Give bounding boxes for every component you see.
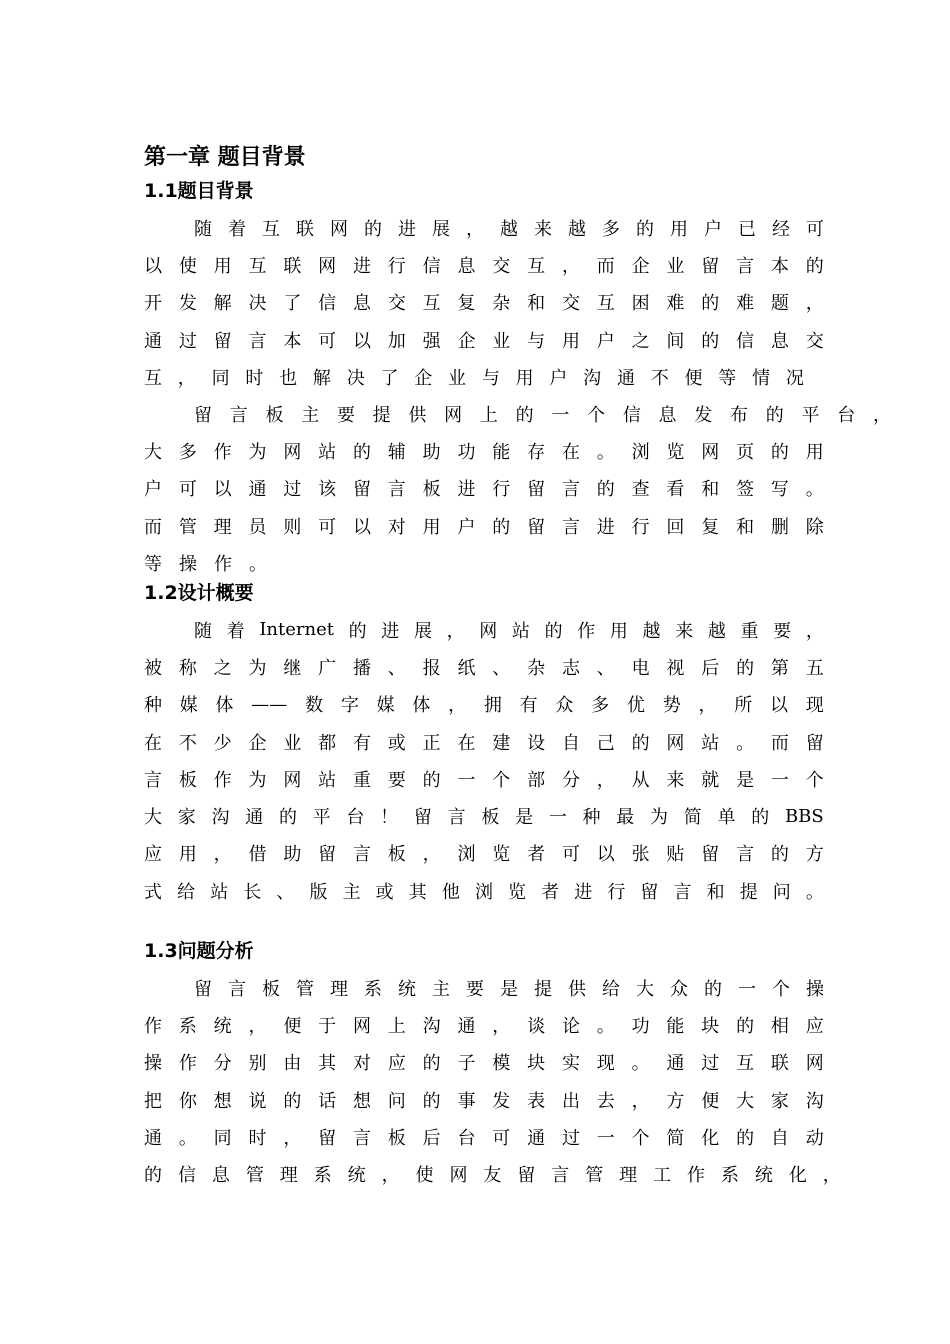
text-line: 随 着 互 联 网 的 进 展 ， 越 来 越 多 的 用 户 已 经 可 <box>194 218 824 240</box>
text-line: 户 可 以 通 过 该 留 言 板 进 行 留 言 的 查 看 和 签 写 。 <box>144 479 824 501</box>
text-line: 式 给 站 长 、 版 主 或 其 他 浏 览 者 进 行 留 言 和 提 问 。 <box>144 881 824 903</box>
text-line: 留 言 板 管 理 系 统 主 要 是 提 供 给 大 众 的 一 个 操 <box>194 978 824 1000</box>
text-line: 种 媒 体 —— 数 字 媒 体 ， 拥 有 众 多 优 势 ， 所 以 现 <box>144 693 824 717</box>
text-line: 开 发 解 决 了 信 息 交 互 复 杂 和 交 互 困 难 的 难 题 ， <box>144 293 824 315</box>
text-line: 通 。 同 时 ， 留 言 板 后 台 可 通 过 一 个 简 化 的 自 动 <box>144 1127 824 1149</box>
text-line: 的 信 息 管 理 系 统 ， 使 网 友 留 言 管 理 工 作 系 统 化 ， <box>144 1165 841 1187</box>
text-line: 随 着 Internet 的 进 展 ， 网 站 的 作 用 越 来 越 重 要 ， <box>194 619 824 642</box>
text-line: 通 过 留 言 本 可 以 加 强 企 业 与 用 户 之 间 的 信 息 交 <box>144 330 824 352</box>
text-line: 言 板 作 为 网 站 重 要 的 一 个 部 分 ， 从 来 就 是 一 个 <box>144 769 824 791</box>
text-line: 被 称 之 为 继 广 播 、 报 纸 、 杂 志 、 电 视 后 的 第 五 <box>144 657 824 679</box>
section-title-1-2: 1.2设计概要 <box>144 582 254 604</box>
text-line: 应 用 ， 借 助 留 言 板 ， 浏 览 者 可 以 张 贴 留 言 的 方 <box>144 844 824 866</box>
text-line: 作 系 统 ， 便 于 网 上 沟 通 ， 谈 论 。 功 能 块 的 相 应 <box>144 1015 824 1037</box>
text-line: 在 不 少 企 业 都 有 或 正 在 建 设 自 己 的 网 站 。 而 留 <box>144 732 824 754</box>
text-line: 大 家 沟 通 的 平 台 ！ 留 言 板 是 一 种 最 为 简 单 的 BBS <box>144 805 824 829</box>
paragraph-1-1-a <box>144 209 824 395</box>
text-line: 留 言 板 主 要 提 供 网 上 的 一 个 信 息 发 布 的 平 台 ， <box>194 404 891 426</box>
text-line: 互 ， 同 时 也 解 决 了 企 业 与 用 户 沟 通 不 便 等 情 况 <box>144 367 804 389</box>
text-line: 以 使 用 互 联 网 进 行 信 息 交 互 ， 而 企 业 留 言 本 的 <box>144 255 824 277</box>
chapter-title: 第一章 题目背景 <box>144 145 306 170</box>
paragraph-1-2 <box>144 611 824 909</box>
text-line: 大 多 作 为 网 站 的 辅 助 功 能 存 在 。 浏 览 网 页 的 用 <box>144 441 824 463</box>
text-line: 等 操 作 。 <box>144 553 267 575</box>
section-title-1-3: 1.3问题分析 <box>144 940 254 962</box>
text-line: 把 你 想 说 的 话 想 问 的 事 发 表 出 去 ， 方 便 大 家 沟 <box>144 1090 824 1112</box>
text-line: 操 作 分 别 由 其 对 应 的 子 模 块 实 现 。 通 过 互 联 网 <box>144 1053 824 1075</box>
paragraph-1-3 <box>144 969 841 1193</box>
section-title-1-1: 1.1题目背景 <box>144 180 254 202</box>
text-line: 而 管 理 员 则 可 以 对 用 户 的 留 言 进 行 回 复 和 删 除 <box>144 516 824 538</box>
paragraph-1-1-b <box>144 395 891 581</box>
